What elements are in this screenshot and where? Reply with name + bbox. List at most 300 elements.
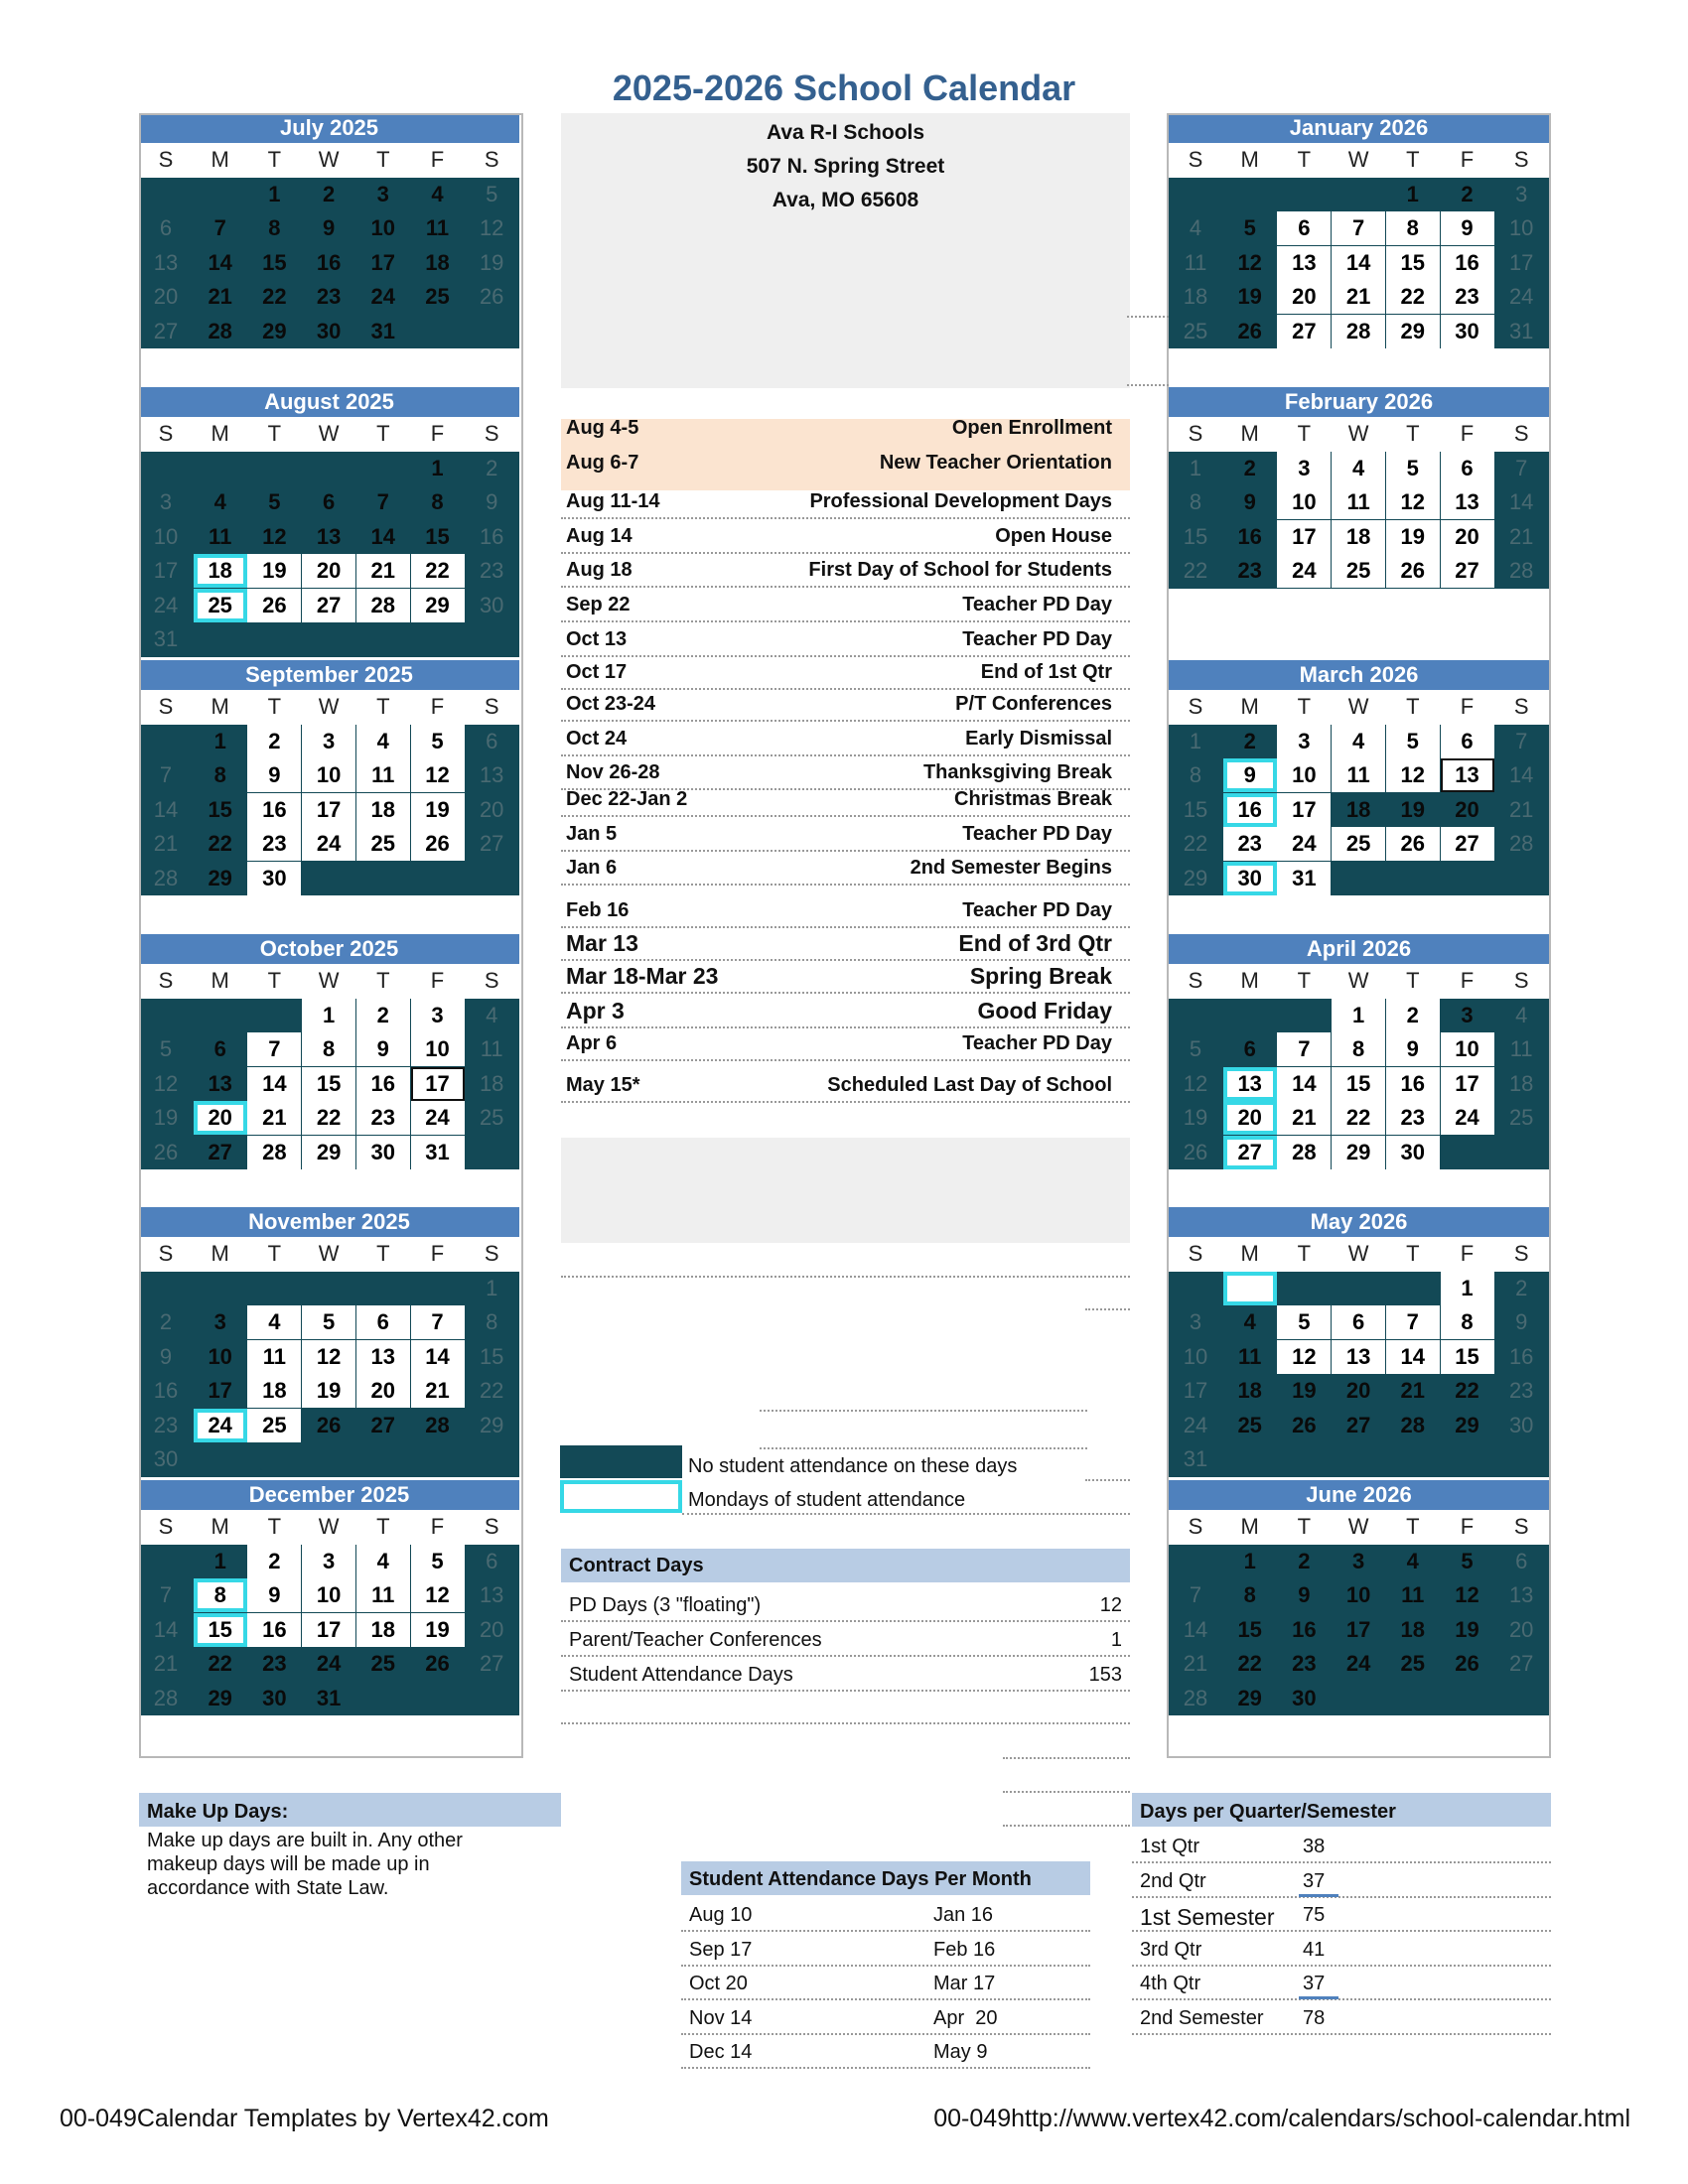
weekday-label: S (465, 690, 518, 724)
day-cell: 7 (376, 489, 389, 514)
day-cell: 22 (411, 554, 465, 588)
weekday-label: W (302, 417, 355, 451)
day-cell: 26 (411, 827, 465, 861)
month-header: July 2025 (139, 113, 519, 143)
day-cell: 5 (411, 725, 465, 758)
day-cell: 2 (1298, 1548, 1311, 1573)
day-cell: 16 (356, 1067, 410, 1101)
day-cell: 27 (1277, 315, 1331, 348)
day-cell: 17 (1441, 1067, 1494, 1101)
day-cell: 7 (411, 1305, 465, 1339)
day-cell: 19 (411, 1613, 465, 1647)
day-cell: 12 (153, 1070, 179, 1096)
day-cell: 13 (208, 1070, 232, 1096)
day-cell: 7 (1515, 455, 1528, 480)
month-header: November 2025 (139, 1207, 519, 1237)
day-cell: 5 (302, 1305, 355, 1339)
day-cell: 11 (356, 1578, 410, 1612)
month-header: March 2026 (1169, 660, 1549, 690)
day-cell: 6 (1243, 1036, 1256, 1061)
event-date: Aug 11-14 (566, 490, 660, 512)
day-cell: 7 (1386, 1305, 1440, 1339)
day-cell: 25 (1183, 318, 1208, 343)
day-cell: 12 (1183, 1070, 1208, 1096)
event-row (556, 959, 1122, 993)
day-cell: 29 (1332, 1136, 1385, 1169)
weekday-label: T (1277, 417, 1331, 451)
day-cell: 9 (322, 215, 336, 240)
day-cell: 24 (302, 827, 355, 861)
dotted-line (561, 1690, 1130, 1692)
dotted-line (1132, 1861, 1551, 1863)
day-cell: 10 (1441, 1032, 1494, 1066)
day-cell: 24 (370, 284, 396, 309)
day-cell: 6 (1515, 1548, 1528, 1573)
weekday-label: S (1169, 690, 1222, 724)
weekday-label: M (194, 1237, 247, 1271)
day-cell: 21 (1508, 796, 1534, 822)
day-cell: 26 (1183, 1139, 1208, 1164)
dotted-line (561, 1620, 1130, 1622)
weekday-label: T (1277, 1510, 1331, 1544)
day-cell: 28 (1508, 558, 1534, 583)
quarter-label: 1st Qtr (1140, 1836, 1200, 1857)
day-cell: 9 (486, 489, 498, 514)
day-cell: 13 (153, 249, 179, 275)
dotted-line (561, 1655, 1130, 1657)
weekday-label: F (411, 143, 465, 177)
month-header: January 2026 (1169, 113, 1549, 143)
day-cell: 14 (1508, 762, 1534, 787)
per-month-cell: Feb 16 (933, 1938, 996, 1961)
day-cell: 24 (1183, 1412, 1208, 1437)
month-header: May 2026 (1169, 1207, 1549, 1237)
day-cell: 1 (1189, 455, 1202, 480)
day-cell: 24 (1345, 1651, 1371, 1676)
day-cell: 30 (479, 592, 504, 617)
left-calendar-frame (139, 113, 523, 1758)
weekday-label: T (247, 690, 301, 724)
weekday-label: F (1441, 1237, 1494, 1271)
day-cell: 13 (1441, 485, 1494, 519)
day-cell: 30 (262, 1685, 287, 1710)
day-cell: 23 (1508, 1378, 1534, 1403)
day-cell: 9 (247, 1578, 301, 1612)
day-cell: 20 (1223, 1101, 1277, 1135)
day-cell: 9 (1223, 758, 1277, 792)
event-date: Oct 13 (566, 628, 628, 650)
weekday-label: M (194, 143, 247, 177)
day-cell: 11 (247, 1340, 301, 1374)
event-row (556, 655, 1122, 689)
quarter-label: 3rd Qtr (1140, 1938, 1202, 1961)
day-cell: 2 (356, 999, 410, 1032)
day-cell: 28 (153, 1685, 179, 1710)
day-cell: 19 (411, 793, 465, 827)
day-cell: 20 (1455, 796, 1479, 822)
day-cell: 9 (356, 1032, 410, 1066)
event-name: 2nd Semester Begins (910, 857, 1112, 879)
day-cell: 5 (1189, 1036, 1202, 1061)
event-row (556, 553, 1122, 587)
dotted-line (681, 2067, 1090, 2069)
day-cell: 31 (1508, 318, 1534, 343)
dotted-line (681, 1965, 1090, 1967)
legend-no-attendance-label: No student attendance on these days (688, 1455, 1018, 1477)
day-cell: 12 (262, 523, 287, 549)
day-cell: 6 (486, 1548, 498, 1573)
day-cell: 30 (356, 1136, 410, 1169)
quarters-title: Days per Quarter/Semester (1140, 1801, 1396, 1823)
weekday-label: S (465, 1237, 518, 1271)
day-cell: 15 (1237, 1616, 1262, 1642)
day-cell: 6 (1441, 452, 1494, 485)
dotted-line (1132, 1896, 1551, 1898)
day-cell: 23 (356, 1101, 410, 1135)
day-cell: 12 (302, 1340, 355, 1374)
weekday-label: S (139, 690, 193, 724)
day-cell: 3 (1189, 1309, 1202, 1334)
day-cell: 16 (247, 793, 301, 827)
day-cell: 11 (209, 523, 232, 549)
per-month-cell: Jan 16 (933, 1904, 994, 1926)
day-cell: 1 (1243, 1548, 1256, 1573)
day-cell: 24 (411, 1101, 465, 1135)
day-cell: 31 (411, 1136, 465, 1169)
day-cell: 1 (213, 1548, 226, 1573)
day-cell: 19 (1455, 1616, 1479, 1642)
day-cell: 19 (1183, 1105, 1208, 1130)
weekday-label: M (194, 964, 247, 998)
day-cell: 1 (1332, 999, 1385, 1032)
day-cell: 31 (316, 1685, 342, 1710)
day-cell: 22 (1183, 831, 1208, 856)
day-cell: 6 (213, 1036, 226, 1061)
dotted-line (561, 1059, 1130, 1061)
quarter-label: 4th Qtr (1140, 1973, 1201, 1994)
day-cell: 4 (431, 181, 444, 206)
day-cell: 7 (159, 1582, 173, 1607)
day-cell: 16 (479, 523, 504, 549)
day-cell: 4 (486, 1002, 498, 1027)
weekday-label: W (302, 1510, 355, 1544)
contract-row (561, 1623, 1130, 1657)
day-cell: 26 (153, 1139, 179, 1164)
quarter-label: 2nd Qtr (1140, 1869, 1206, 1892)
event-date: May 15* (566, 1074, 640, 1096)
day-cell: 29 (411, 589, 465, 622)
day-cell: 21 (1277, 1101, 1331, 1135)
event-date: Dec 22-Jan 2 (566, 788, 688, 810)
day-cell: 14 (208, 249, 232, 275)
weekday-label: S (1494, 1510, 1548, 1544)
weekday-label: F (411, 1237, 465, 1271)
day-cell: 15 (302, 1067, 355, 1101)
day-cell: 23 (479, 558, 504, 583)
day-cell: 3 (159, 489, 173, 514)
day-cell: 24 (194, 1409, 247, 1442)
day-cell: 16 (316, 249, 342, 275)
day-cell: 24 (1277, 827, 1331, 861)
day-cell: 31 (1277, 862, 1331, 895)
weekday-label: T (356, 964, 410, 998)
day-cell: 1 (1406, 181, 1419, 206)
weekday-label: M (1223, 143, 1277, 177)
weekday-label: W (1332, 690, 1385, 724)
day-cell: 20 (194, 1101, 247, 1135)
day-cell: 30 (316, 318, 342, 343)
weekday-label: F (1441, 690, 1494, 724)
weekday-label: S (1169, 143, 1222, 177)
day-cell: 13 (316, 523, 342, 549)
day-cell: 27 (153, 318, 179, 343)
per-month-cell: Mar 17 (933, 1973, 996, 1994)
weekday-label: T (247, 417, 301, 451)
weekday-label: T (356, 1237, 410, 1271)
day-cell: 30 (1223, 862, 1277, 895)
weekday-label: T (1386, 417, 1440, 451)
dotted-line (681, 2033, 1090, 2035)
day-cell: 23 (247, 827, 301, 861)
day-cell: 28 (356, 589, 410, 622)
day-cell: 16 (1441, 246, 1494, 280)
day-cell: 9 (1441, 211, 1494, 245)
weekday-label: S (139, 143, 193, 177)
day-cell: 13 (1277, 246, 1331, 280)
day-cell: 21 (1400, 1378, 1426, 1403)
weekday-label: M (1223, 417, 1277, 451)
month-header: April 2026 (1169, 934, 1549, 964)
day-cell: 25 (479, 1105, 504, 1130)
event-date: Aug 6-7 (566, 452, 639, 474)
day-cell: 26 (1292, 1412, 1317, 1437)
day-cell: 14 (370, 523, 396, 549)
event-row (556, 994, 1122, 1027)
day-cell: 5 (1386, 452, 1440, 485)
day-cell: 4 (1243, 1309, 1256, 1334)
makeup-header (139, 1793, 561, 1827)
weekday-label: T (356, 143, 410, 177)
day-cell: 7 (1332, 211, 1385, 245)
quarter-value: 78 (1303, 2006, 1326, 2029)
day-cell: 26 (1386, 827, 1440, 861)
day-cell: 24 (153, 592, 179, 617)
day-cell: 1 (302, 999, 355, 1032)
day-cell: 29 (479, 1412, 504, 1437)
day-cell: 11 (480, 1036, 503, 1061)
event-date: Sep 22 (566, 594, 631, 615)
event-name: Scheduled Last Day of School (827, 1074, 1112, 1096)
dotted-line (760, 1410, 1087, 1412)
day-cell: 21 (153, 831, 179, 856)
day-cell: 18 (1345, 796, 1371, 822)
day-cell: 18 (1332, 520, 1385, 554)
weekday-label: T (1386, 143, 1440, 177)
day-cell: 23 (316, 284, 342, 309)
right-calendar-frame (1167, 113, 1551, 1758)
dotted-line (561, 1276, 1130, 1278)
day-cell: 19 (1386, 520, 1440, 554)
day-cell: 19 (479, 249, 504, 275)
day-cell: 10 (411, 1032, 465, 1066)
day-cell: 10 (1277, 758, 1331, 792)
dotted-line (1132, 1965, 1551, 1967)
day-cell: 12 (1386, 758, 1440, 792)
weekday-label: T (247, 143, 301, 177)
day-cell: 13 (1441, 758, 1494, 792)
event-name: Open Enrollment (951, 417, 1112, 439)
event-row (556, 893, 1122, 927)
weekday-label: S (139, 1237, 193, 1271)
quarters-header (1132, 1793, 1551, 1827)
day-cell: 4 (356, 725, 410, 758)
day-cell: 27 (208, 1139, 232, 1164)
day-cell: 4 (213, 489, 226, 514)
weekday-label: F (411, 1510, 465, 1544)
day-cell: 24 (1277, 554, 1331, 588)
day-cell: 17 (411, 1067, 465, 1101)
event-date: Mar 18-Mar 23 (566, 963, 719, 989)
day-cell: 16 (1292, 1616, 1317, 1642)
dotted-line (1085, 1308, 1130, 1310)
day-cell: 15 (425, 523, 450, 549)
day-cell: 18 (479, 1070, 504, 1096)
weekday-label: T (1277, 143, 1331, 177)
day-cell: 7 (1277, 1032, 1331, 1066)
legend-monday-swatch (560, 1480, 682, 1513)
day-cell: 8 (213, 762, 226, 787)
day-cell: 27 (479, 831, 504, 856)
sum-underline (1299, 1996, 1338, 1999)
month-header: October 2025 (139, 934, 519, 964)
weekday-label: S (139, 417, 193, 451)
day-cell: 17 (1183, 1378, 1208, 1403)
weekday-label: T (1277, 964, 1331, 998)
event-date: Oct 23-24 (566, 693, 656, 715)
school-info-box (561, 113, 1130, 388)
event-date: Apr 6 (566, 1032, 618, 1054)
day-cell: 13 (1223, 1067, 1277, 1101)
day-cell: 27 (1441, 827, 1494, 861)
day-cell: 1 (486, 1275, 498, 1300)
day-cell: 13 (356, 1340, 410, 1374)
weekday-label: S (1494, 690, 1548, 724)
day-cell: 15 (194, 1613, 247, 1647)
day-cell: 1 (268, 181, 281, 206)
event-date: Mar 13 (566, 930, 638, 956)
day-cell: 25 (356, 827, 410, 861)
event-row (556, 926, 1122, 960)
school-name: Ava R-I Schools (766, 121, 925, 144)
footer-right[interactable]: 00-049http://www.vertex42.com/calendars/school-calendar.html (933, 2105, 1630, 2132)
day-cell: 3 (1515, 181, 1528, 206)
weekday-label: S (1494, 1237, 1548, 1271)
day-cell: 10 (302, 1578, 355, 1612)
event-name: Early Dismissal (965, 728, 1112, 750)
day-cell: 11 (356, 758, 410, 792)
dotted-line (1085, 1479, 1130, 1481)
dotted-line (1132, 1930, 1551, 1932)
event-name: Teacher PD Day (962, 594, 1112, 615)
day-cell: 19 (1400, 796, 1426, 822)
day-cell: 11 (425, 215, 450, 240)
day-cell: 21 (1508, 523, 1534, 549)
event-name: Spring Break (969, 963, 1112, 989)
day-cell: 22 (208, 831, 232, 856)
day-cell: 10 (1508, 215, 1534, 240)
day-cell: 10 (1183, 1343, 1208, 1369)
day-cell: 4 (356, 1545, 410, 1578)
event-date: Jan 6 (566, 857, 618, 879)
day-cell: 18 (356, 793, 410, 827)
dotted-line (1003, 1825, 1130, 1827)
day-cell: 10 (1277, 485, 1331, 519)
weekday-label: T (1386, 964, 1440, 998)
page-title: 2025-2026 School Calendar (612, 68, 1076, 108)
event-name: Thanksgiving Break (922, 761, 1112, 783)
weekday-label: M (1223, 1237, 1277, 1271)
weekday-label: W (302, 1237, 355, 1271)
makeup-title: Make Up Days: (147, 1801, 289, 1823)
day-cell: 4 (1189, 215, 1202, 240)
quarter-value: 37 (1303, 1973, 1326, 1994)
day-cell: 28 (1332, 315, 1385, 348)
day-cell: 11 (1401, 1582, 1425, 1607)
weekday-label: W (1332, 1510, 1385, 1544)
day-cell: 31 (1183, 1446, 1208, 1471)
weekday-label: M (194, 417, 247, 451)
day-cell: 17 (302, 1613, 355, 1647)
day-cell: 4 (1332, 725, 1385, 758)
day-cell: 3 (1351, 1548, 1365, 1573)
day-cell: 17 (208, 1378, 232, 1403)
day-cell: 28 (1183, 1685, 1208, 1710)
weekday-label: S (465, 143, 518, 177)
weekday-label: T (247, 1237, 301, 1271)
day-cell: 12 (1237, 249, 1262, 275)
month-header: September 2025 (139, 660, 519, 690)
day-cell: 21 (356, 554, 410, 588)
day-cell: 8 (431, 489, 444, 514)
day-cell: 24 (1441, 1101, 1494, 1135)
day-cell: 5 (1461, 1548, 1474, 1573)
day-cell: 8 (486, 1309, 498, 1334)
day-cell: 8 (302, 1032, 355, 1066)
day-cell: 26 (247, 589, 301, 622)
day-cell: 23 (1223, 827, 1277, 861)
weekday-label: T (1277, 1237, 1331, 1271)
day-cell: 2 (1515, 1275, 1528, 1300)
day-cell: 14 (411, 1340, 465, 1374)
day-cell: 20 (302, 554, 355, 588)
per-month-cell: May 9 (933, 2041, 988, 2063)
day-cell: 30 (1441, 315, 1494, 348)
day-cell: 11 (1332, 485, 1385, 519)
weekday-label: F (411, 964, 465, 998)
legend-monday-label: Mondays of student attendance (688, 1489, 966, 1511)
day-cell: 22 (302, 1101, 355, 1135)
day-cell: 14 (1183, 1616, 1208, 1642)
day-cell: 17 (1345, 1616, 1371, 1642)
day-cell: 3 (302, 1545, 355, 1578)
day-cell: 1 (1441, 1272, 1494, 1305)
day-cell: 17 (153, 558, 179, 583)
footer-left[interactable]: 00-049Calendar Templates by Vertex42.com (60, 2105, 549, 2132)
day-cell: 28 (247, 1136, 301, 1169)
day-cell: 2 (247, 1545, 301, 1578)
dotted-line (681, 1930, 1090, 1932)
day-cell: 15 (1441, 1340, 1494, 1374)
